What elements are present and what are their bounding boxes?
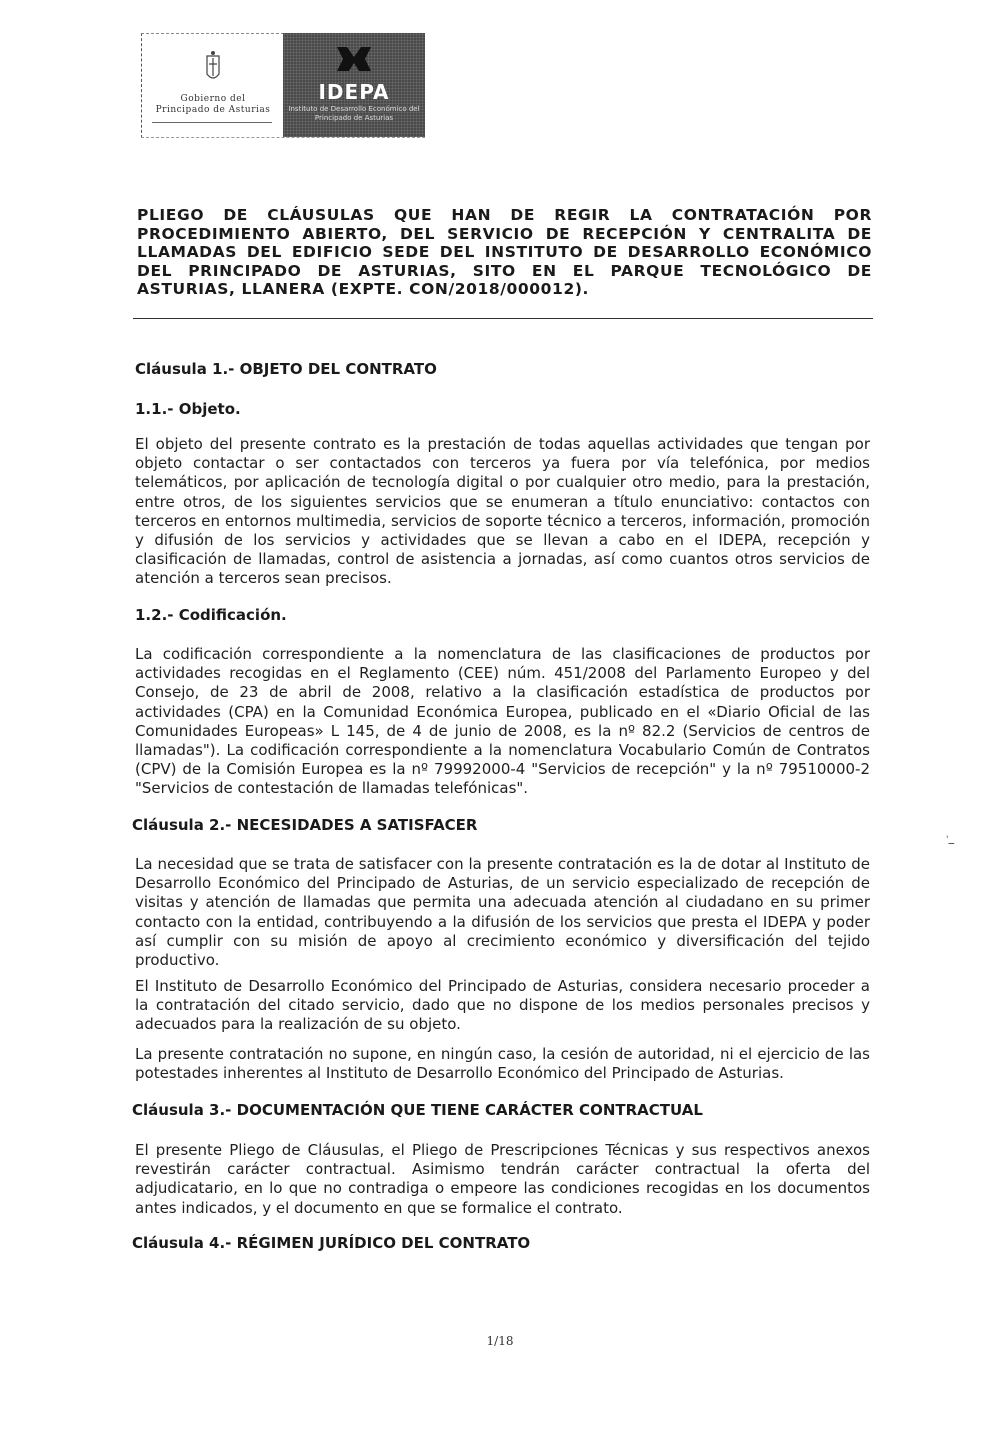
clause-1-2-heading: 1.2.- Codificación. bbox=[135, 606, 287, 624]
gov-logo-divider bbox=[152, 122, 272, 123]
scan-mark: ' bbox=[946, 835, 949, 845]
gobierno-asturias-logo bbox=[141, 33, 284, 138]
idepa-logo-subtitle: Instituto de Desarrollo Económico del Principado de Asturias bbox=[288, 105, 420, 122]
gov-logo-text bbox=[142, 94, 284, 116]
gov-logo-line2: Principado de Asturias bbox=[155, 105, 271, 115]
title-underline bbox=[133, 318, 873, 319]
document-title: PLIEGO DE CLÁUSULAS QUE HAN DE REGIR LA CONTRATACIÓN POR PROCEDIMIENTO ABIERTO, DEL SERVICIO DE RECEPCIÓN Y CENTRALITA DE LLAMADAS DEL EDIFICIO SEDE DEL INSTITUTO DE DESARROLLO ECONÓMICO DEL PRINCIPADO DE ASTURIAS, SITO EN EL PARQUE TECNOLÓGICO DE ASTURIAS, LLANERA (EXPTE. CON/2018/000012). bbox=[137, 206, 872, 298]
clause-1-heading: Cláusula 1.- OBJETO DEL CONTRATO bbox=[135, 360, 437, 378]
clause-2-text-1: La necesidad que se trata de satisfacer con la presente contratación es la de dotar al Instituto de Desarrollo Económico del Principado de Asturias, de un servicio especializado de recepción de visitas y atención de llamadas que permita una adecuada atención al ciudadano en su primer contacto con la entidad, contribuyendo a la difusión de los servicios que presta el IDEPA y poder así cumplir con su misión de apoyo al crecimiento económico y diversificación del tejido productivo. bbox=[135, 855, 870, 970]
logo-bottom-border bbox=[141, 137, 425, 138]
page-number: 1/18 bbox=[486, 1334, 514, 1348]
idepa-logo-name: IDEPA bbox=[318, 80, 390, 104]
clause-3-heading: Cláusula 3.- DOCUMENTACIÓN QUE TIENE CARÁCTER CONTRACTUAL bbox=[132, 1101, 703, 1119]
clause-1-1-text: El objeto del presente contrato es la prestación de todas aquellas actividades que tengan por objeto contactar o ser contactados con terceros ya fuera por vía telefónica, por medios telemáticos, por aplicación de tecnología digital o por cualquier otro medio, para la prestación, entre otros, de los siguientes servicios que se enumeran a título enunciativo: contactos con terceros en entornos multimedia, servicios de soporte técnico a terceros, información, promoción y difusión de los servicios y actividades que se llevan a cabo en el IDEPA, recepción y clasificación de llamadas, control de asistencia a jornadas, así como cuantos otros servicios de atención a terceros sean precisos. bbox=[135, 435, 870, 588]
gov-logo-line1: Gobierno del bbox=[180, 94, 246, 104]
idepa-logo bbox=[283, 33, 425, 137]
clause-3-text: El presente Pliego de Cláusulas, el Pliego de Prescripciones Técnicas y sus respectivos anexos revestirán carácter contractual. Asimismo tendrán carácter contractual la oferta del adjudicatario, en lo que no contradiga o empeore las condiciones recogidas en los documentos antes indicados, y el documento en que se formalice el contrato. bbox=[135, 1141, 870, 1217]
clause-2-text-2: El Instituto de Desarrollo Económico del Principado de Asturias, considera necesario proceder a la contratación del citado servicio, dado que no dispone de los medios personales precisos y adecuados para la realización de su objeto. bbox=[135, 977, 870, 1034]
clause-1-2-text: La codificación correspondiente a la nomenclatura de las clasificaciones de productos por actividades recogidas en el Reglamento (CEE) núm. 451/2008 del Parlamento Europeo y del Consejo, de 23 de abril de 2008, relativo a la clasificación estadística de productos por actividades (CPA) en la Comunidad Económica Europea, publicado en el «Diario Oficial de las Comunidades Europeas» L 145, de 4 de junio de 2008, es la nº 82.2 (Servicios de centros de llamadas"). La codificación correspondiente a la nomenclatura Vocabulario Común de Contratos (CPV) de la Comisión Europea es la nº 79992000-4 "Servicios de recepción" y la nº 79510000-2 "Servicios de contestación de llamadas telefónicas". bbox=[135, 645, 870, 798]
coat-of-arms-icon bbox=[202, 50, 224, 86]
clause-1-1-heading: 1.1.- Objeto. bbox=[135, 400, 241, 418]
idepa-mark-icon bbox=[335, 43, 373, 75]
clause-4-heading: Cláusula 4.- RÉGIMEN JURÍDICO DEL CONTRATO bbox=[132, 1234, 531, 1252]
clause-2-text-3: La presente contratación no supone, en ningún caso, la cesión de autoridad, ni el ejercicio de las potestades inherentes al Instituto de Desarrollo Económico del Principado de Asturias. bbox=[135, 1045, 870, 1083]
clause-2-heading: Cláusula 2.- NECESIDADES A SATISFACER bbox=[132, 816, 478, 834]
